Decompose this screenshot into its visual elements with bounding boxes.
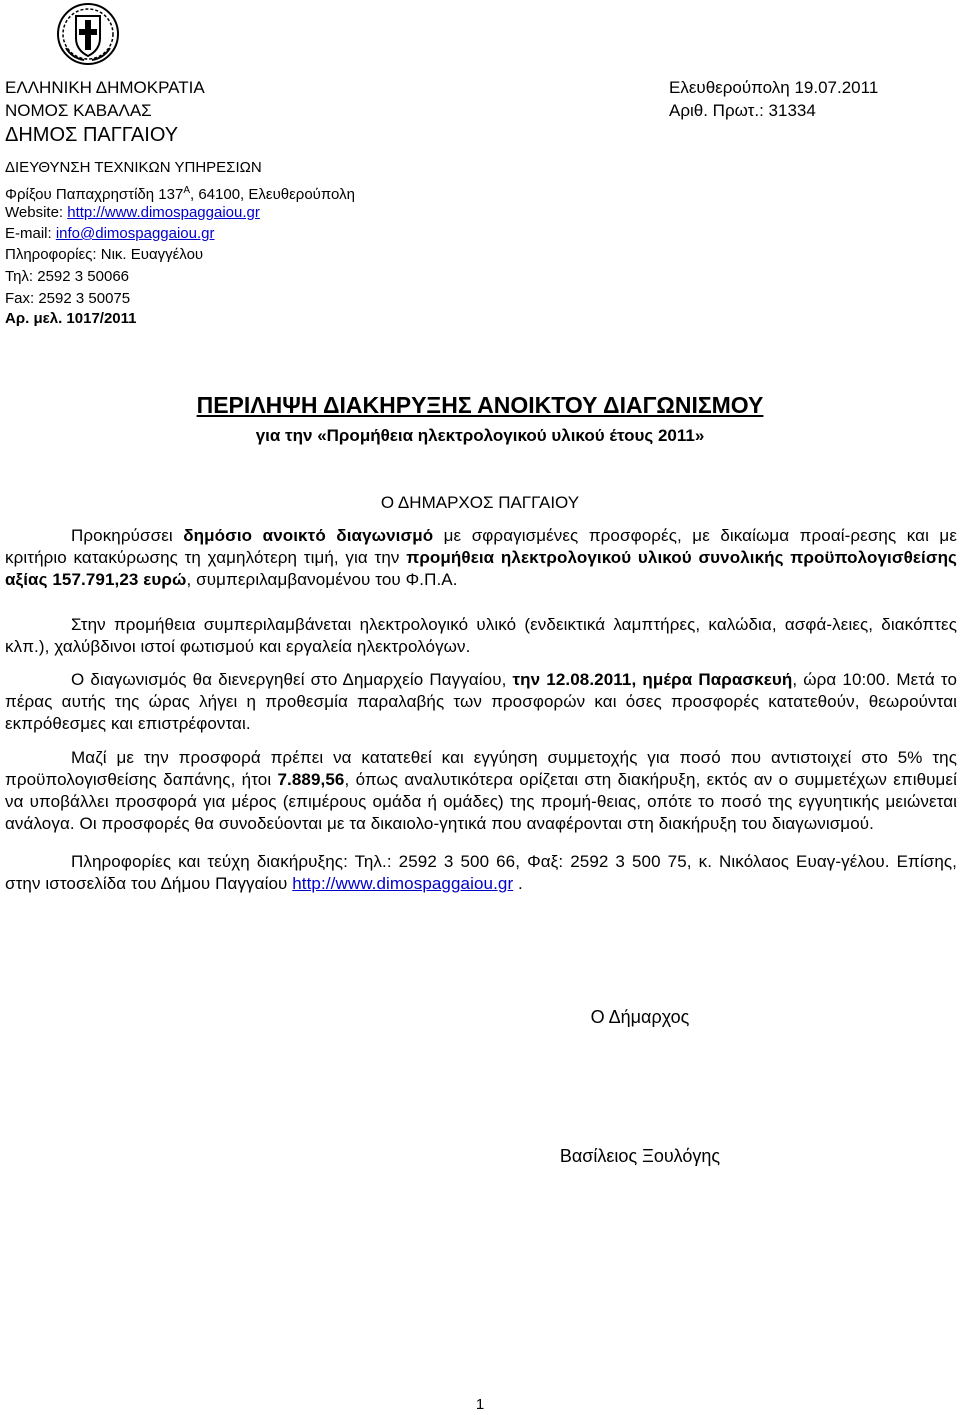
- address-suffix: , 64100, Ελευθερούπολη: [190, 186, 355, 203]
- mayor-heading: Ο ΔΗΜΑΡΧΟΣ ΠΑΓΓΑΙΟΥ: [380, 493, 580, 512]
- email-line: [5, 224, 215, 243]
- document-title: ΠΕΡΙΛΗΨΗ ΔΙΑΚΗΡΥΞΗΣ ΑΝΟΙΚΤΟΥ ΔΙΑΓΩΝΙΣΜΟΥ: [196, 392, 764, 418]
- p1-bold-supply: προμήθεια ηλεκτρολογικού υλικού συνολικής προϋπολογισθείσης αξίας 157.791,23 ευρώ: [5, 548, 957, 589]
- reference-number: Αρ. μελ. 1017/2011: [5, 310, 137, 327]
- protocol-number: Αριθ. Πρωτ.: 31334: [669, 101, 816, 120]
- paragraph-date: [5, 669, 957, 735]
- email-link[interactable]: info@dimospaggaiou.gr: [55, 225, 215, 242]
- place-date: Ελευθερούπολη 19.07.2011: [669, 78, 879, 97]
- p5-website-link[interactable]: http://www.dimospaggaiou.gr: [292, 874, 514, 893]
- p1-text-c: με σφραγισμένες προσφορές, με δικαίωμα προαί-ρεσης και με κριτήριο κατακύρωσης τη χαμηλότερη τιμή, για την: [5, 526, 957, 567]
- website-line: [5, 203, 260, 222]
- country-name: ΕΛΛΗΝΙΚΗ ΔΗΜΟΚΡΑΤΙΑ: [5, 78, 205, 97]
- p1-bold-tender: δημόσιο ανοικτό διαγωνισμό: [183, 526, 434, 545]
- p3-text-c: , ώρα 10:00. Μετά το πέρας αυτής της ώρας λήγει η προθεσμία παραλαβής των προσφορών και όσες προσφορές κατατεθούν, θεωρούνται εκπρόθεσμες και επιστρέφονται.: [5, 670, 958, 733]
- prefecture-name: ΝΟΜΟΣ ΚΑΒΑΛΑΣ: [5, 101, 152, 120]
- signature-name: Βασίλειος Ξουλόγης: [559, 1146, 721, 1166]
- info-contact: Πληροφορίες: Νικ. Ευαγγέλου: [5, 246, 204, 263]
- email-label: E-mail:: [5, 225, 56, 242]
- p4-text-c: , όπως αναλυτικότερα ορίζεται στη διακήρυξη, εκτός αν ο συμμετέχων επιθυμεί να υποβάλλει προσφορά για μέρος (επιμέρους ομάδα ή ομάδες) της προμή-θειας, οπότε το ποσό της εγγυητικής μειώνεται ανάλογα. Οι προσφορές θα συνοδεύονται με τα δικαιολο-γητικά που αναφέρονται στη διακήρυξη του διαγωνισμού.: [5, 770, 957, 833]
- p5-text-c: .: [513, 874, 523, 893]
- website-label: Website:: [5, 204, 68, 221]
- document-subtitle: για την «Προμήθεια ηλεκτρολογικού υλικού έτους 2011»: [255, 426, 705, 445]
- p1-text-a: Προκηρύσσει: [71, 526, 184, 545]
- paragraph-guarantee: [5, 747, 957, 835]
- p1-text-e: , συμπεριλαμβανομένου του Φ.Π.Α.: [186, 570, 458, 589]
- address-superscript: Α: [183, 185, 190, 196]
- fax-number: Fax: 2592 3 50075: [5, 290, 131, 307]
- signature-role: Ο Δήμαρχος: [590, 1007, 690, 1027]
- p3-bold-date: την 12.08.2011, ημέρα Παρασκευή: [512, 670, 793, 689]
- department-name: ΔΙΕΥΘΥΝΣΗ ΤΕΧΝΙΚΩΝ ΥΠΗΡΕΣΙΩΝ: [5, 159, 262, 176]
- page-number: 1: [475, 1396, 485, 1413]
- paragraph-materials: Στην προμήθεια συμπεριλαμβάνεται ηλεκτρολογικό υλικό (ενδεικτικά λαμπτήρες, καλώδια, ασφά-λειες, διακόπτες κλπ.), χαλύβδινοι ιστοί φωτισμού και εργαλεία ηλεκτρολόγων.: [5, 615, 957, 656]
- address-line: [5, 181, 355, 204]
- greek-coat-of-arms-seal: [56, 2, 120, 66]
- municipality-name: ΔΗΜΟΣ ΠΑΓΓΑΙΟΥ: [5, 124, 179, 146]
- p3-text-a: Ο διαγωνισμός θα διενεργηθεί στο Δημαρχείο Παγγαίου,: [71, 670, 513, 689]
- phone-number: Τηλ: 2592 3 50066: [5, 268, 129, 285]
- p4-bold-amount: 7.889,56: [277, 770, 345, 789]
- p5-text-a: Πληροφορίες και τεύχη διακήρυξης: Τηλ.: 2592 3 500 66, Φαξ: 2592 3 500 75, κ. Νικόλαος Ευαγ-γέλου. Επίσης, στην ιστοσελίδα του Δήμου Παγγαίου: [5, 852, 957, 893]
- website-link[interactable]: http://www.dimospaggaiou.gr: [67, 204, 260, 221]
- p4-text-a: Μαζί με την προσφορά πρέπει να κατατεθεί και εγγύηση συμμετοχής για ποσό που αντιστοιχεί στο 5% της προϋπολογισθείσης δαπάνης, ήτοι: [5, 748, 957, 789]
- paragraph-information: [5, 851, 957, 895]
- paragraph-announcement: [5, 525, 957, 591]
- address-prefix: Φρίξου Παπαχρηστίδη 137: [5, 186, 184, 203]
